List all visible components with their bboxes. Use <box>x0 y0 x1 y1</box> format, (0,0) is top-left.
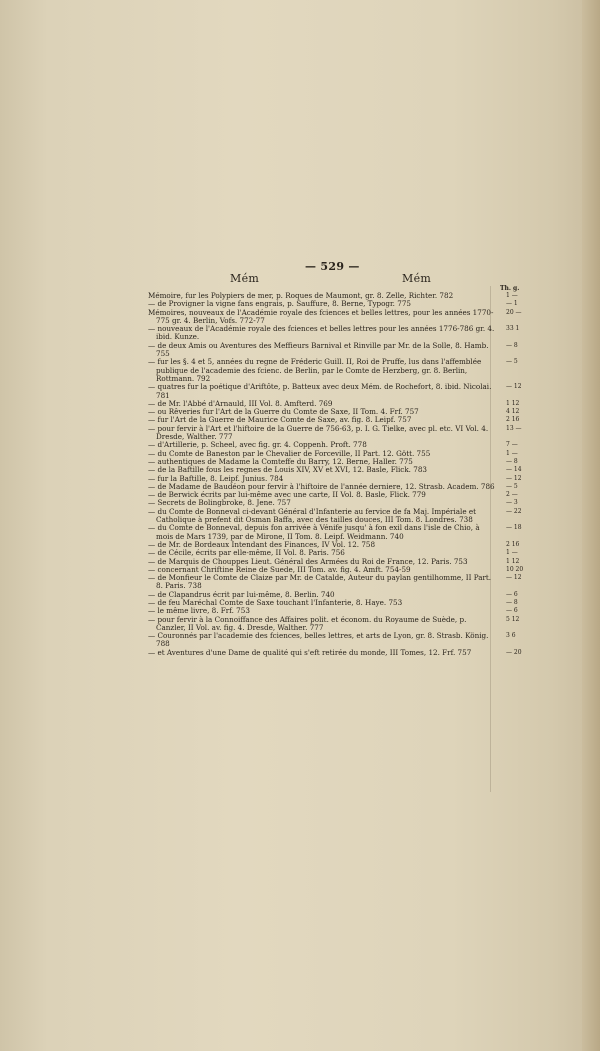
entry-text: — de Clapandrus écrit par lui-même, 8. Berlin. 740 <box>148 589 335 599</box>
entry-text: — et Aventures d'une Dame de qualité qui s'eft retirée du monde, III Tomes, 12. Frf. 757 <box>148 647 472 657</box>
entry-text: — pour fervir à la Connoiffance des Affaires polit. et économ. du Royaume de Suède, p. Canzler, II Vol. av. fig. 4. Dresde, Walther. 777 <box>148 614 467 632</box>
entry-price: 1 — <box>506 292 518 299</box>
entry-text: — de Provigner la vigne fans engrais, p. Sauffure, 8. Berne, Typogr. 775 <box>148 299 411 309</box>
entry-text: Mémoire, fur les Polypiers de mer, p. Roques de Maumont, gr. 8. Zelle, Richter. 782 <box>148 291 454 300</box>
entry-price: — 18 <box>506 524 522 532</box>
catalogue-entry <box>148 649 546 657</box>
entry-text: — de Madame de Baudéon pour fervir à l'hiftoire de l'année derniere, 12. Strasb. Academ. 786 <box>148 481 495 491</box>
catalogue-entry <box>148 616 546 633</box>
entry-price: 3 6 <box>506 632 516 640</box>
entry-price: — 12 <box>506 383 522 391</box>
entry-price: 7 — <box>506 441 518 449</box>
entry-text: — de Mr. l'Abbé d'Arnauld, III Vol. 8. Amfterd. 769 <box>148 398 333 408</box>
entry-price: — 22 <box>506 507 522 515</box>
catalogue-entries <box>148 292 546 657</box>
entry-text: — de deux Amis ou Aventures des Meffieurs Barnival et Rinville par Mr. de la Solle, 8. Hamb. 755 <box>148 340 489 359</box>
catalogue-entry <box>148 358 546 383</box>
entry-text: — fur l'Art de la Guerre de Maurice Comte de Saxe, av. fig. 8. Leipf. 757 <box>148 415 412 425</box>
left-catchword: Mém <box>230 272 260 285</box>
entry-price: — 1 <box>506 300 518 308</box>
entry-text: — fur les §. 4 et 5, années du regne de Fréderic Guill. II, Roi de Pruffe, lus dans l'affemblée publique de l'academie des fcienc. de Berlin, par le Comte de Herzberg, gr. 8. Berlin, Rottmann. 792 <box>148 357 482 383</box>
entry-price: 1 12 <box>506 557 520 565</box>
catalogue-entry <box>148 425 546 442</box>
catalogue-entry <box>148 508 546 525</box>
catalogue-entry <box>148 342 546 359</box>
entry-price: — 12 <box>506 574 522 582</box>
entry-text: — du Comte de Bonneval, depuis fon arrivée à Vénife jusqu' à fon exil dans l'isle de Chio, à mois de Mars 1739, par de Mirone, II Tom. 8. Leipf. Weidmann. 740 <box>148 523 480 541</box>
entry-text: — du Comte de Baneston par le Chevalier de Forceville, II Part. 12. Gött. 755 <box>148 448 431 458</box>
entry-text: — nouveaux de l'Académie royale des fciences et belles lettres pour les années 1776-786 gr. 4. ibid. Kunze. <box>148 324 495 342</box>
entry-price: — 20 <box>506 648 522 656</box>
entry-text: — de Cécile, écrits par elle-même, II Vol. 8. Paris. 756 <box>148 548 345 558</box>
entry-text: — de Berwick écrits par lui-même avec une carte, II Vol. 8. Basle, Flick. 779 <box>148 490 426 500</box>
entry-text: — Couronnés par l'academie des fciences, belles lettres, et arts de Lyon, gr. 8. Strasb. König. 788 <box>148 631 489 649</box>
entry-price: 2 16 <box>506 540 520 548</box>
entry-text: — ou Rêveries fur l'Art de la Guerre du Comte de Saxe, II Tom. 4. Frf. 757 <box>148 407 419 417</box>
entry-price: — 3 <box>506 499 518 507</box>
entry-text: — de Monfieur le Comte de Claize par Mr. de Catalde, Auteur du paylan gentilhomme, II Part. 8. Paris. 738 <box>148 573 492 591</box>
entry-price: 10 20 <box>506 565 524 573</box>
catalogue-entry <box>148 632 546 649</box>
entry-text: — de Marquis de Chouppes Lieut. Général des Armées du Roi de France, 12. Paris. 753 <box>148 556 468 566</box>
entry-price: 5 12 <box>506 615 520 623</box>
page-number: — 529 — <box>305 260 360 273</box>
entry-text: — de Mr. de Bordeaux Intendant des Finances, IV Vol. 12. 758 <box>148 539 376 549</box>
price-column-header: Th. g. <box>500 285 520 292</box>
entry-text: — authentiques de Madame la Comteffe du Barry, 12. Berne, Haller. 775 <box>148 456 413 466</box>
running-header <box>120 258 486 288</box>
entry-text: — le même livre, 8. Frf. 753 <box>148 606 250 616</box>
right-catchword: Mém <box>402 272 432 285</box>
catalogue-entry <box>148 309 546 326</box>
entry-price: 1 — <box>506 549 518 557</box>
entry-text: — concernant Chriftine Reine de Suede, III Tom. av. fig. 4. Amft. 754-59 <box>148 564 411 574</box>
entry-text: — d'Artillerie, p. Scheel, avec fig. gr. 4. Coppenh. Proft. 778 <box>148 440 367 450</box>
entry-price: — 8 <box>506 341 518 349</box>
catalogue-entry <box>148 383 546 400</box>
entry-price: 33 1 <box>506 325 520 333</box>
entry-price: 20 — <box>506 308 522 316</box>
entry-text: — Secrets de Bolingbroke, 8. Jene. 757 <box>148 498 291 508</box>
entry-text: — de la Baftille fous les regnes de Louis XIV, XV et XVI, 12. Basle, Flick. 783 <box>148 465 427 475</box>
entry-price: — 14 <box>506 466 522 474</box>
entry-price: — 5 <box>506 482 518 490</box>
entry-price: — 6 <box>506 607 518 615</box>
entry-text: Mémoires, nouveaux de l'Académie royale des fciences et belles lettres, pour les années 1770-775 gr. 4. Berlin, Vofs. 772-77 <box>148 307 494 325</box>
entry-text: — pour fervir à l'Art et l'hiftoire de la Guerre de 756-63, p. I. G. Tielke, avec pl. etc. VI Vol. 4. Dresde, Walther. 777 <box>148 423 489 442</box>
catalogue-entry <box>148 574 546 591</box>
catalogue-entry <box>148 325 546 342</box>
entry-price: — 8 <box>506 457 518 465</box>
entry-price: 2 — <box>506 491 518 499</box>
entry-price: 2 16 <box>506 416 520 424</box>
entry-text: — du Comte de Bonneval ci-devant Général d'Infanterie au fervice de fa Maj. Impériale et Catholique à prefent dit Osman Baffa, avec des tailles douces, III Tom. 8. Londres. 738 <box>148 506 477 525</box>
catalogue-entry <box>148 524 546 541</box>
entry-price: — 6 <box>506 590 518 598</box>
entry-text: — fur la Baftille, 8. Leipf. Junius. 784 <box>148 473 284 483</box>
entry-price: 4 12 <box>506 408 520 416</box>
entry-price: — 12 <box>506 474 522 482</box>
entry-price: — 8 <box>506 598 518 606</box>
entry-price: — 5 <box>506 358 518 366</box>
entry-price: 1 — <box>506 449 518 457</box>
entry-text: — de feu Maréchal Comte de Saxe touchant l'Infanterie, 8. Haye. 753 <box>148 597 403 607</box>
book-gutter <box>582 0 600 1051</box>
entry-text: — quatres fur la poétique d'Ariftôte, p. Batteux avec deux Mém. de Rochefort, 8. ibid. Nicolai. 781 <box>148 382 492 400</box>
entry-price: 13 — <box>506 424 522 432</box>
entry-price: 1 12 <box>506 399 520 407</box>
